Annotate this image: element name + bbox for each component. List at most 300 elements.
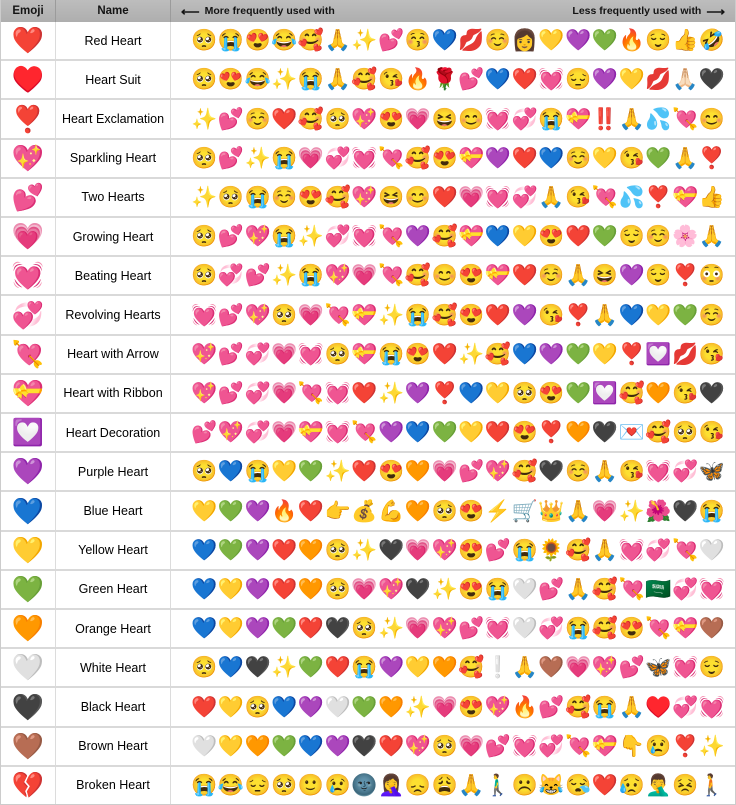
used-with-emoji: 💜: [565, 29, 592, 53]
used-with-emoji: 💙: [217, 460, 244, 484]
used-with-emoji: 👩: [511, 29, 538, 53]
used-with-emoji: 🥰: [297, 29, 325, 53]
used-with-emoji: 💙: [618, 303, 645, 327]
used-with-emoji: 💚: [351, 695, 378, 719]
used-with-emoji: 💗: [271, 342, 298, 366]
used-with-emoji: 🖤: [404, 577, 431, 601]
used-with-emoji: 💞: [244, 342, 271, 366]
used-with-emoji: ❤️: [271, 107, 298, 131]
used-with-emoji-list: [171, 649, 735, 686]
used-with-emoji: 🤣: [698, 29, 725, 53]
used-with-emoji: 💟: [591, 381, 618, 405]
used-with-emoji: 💛: [591, 342, 618, 366]
used-with-emoji-list: [171, 22, 735, 59]
used-with-emoji: 😭: [511, 538, 538, 562]
heart-emoji-icon: ❣️: [11, 103, 45, 134]
used-with-emoji: ☺️: [565, 460, 592, 484]
used-with-emoji: 💘: [351, 421, 378, 445]
heart-name-label: Heart with Arrow: [56, 336, 171, 373]
used-with-emoji: 💘: [324, 303, 351, 327]
used-with-emoji: 💗: [458, 185, 485, 209]
used-with-emoji: 😢: [324, 773, 351, 797]
used-with-emoji: 🙏: [565, 499, 592, 523]
used-with-emoji: 🧡: [244, 734, 271, 758]
used-with-emoji: 🥺: [191, 225, 218, 249]
used-with-emoji: 💛: [271, 460, 298, 484]
heart-name-label: Revolving Hearts: [56, 296, 171, 333]
used-with-emoji: 💚: [217, 499, 244, 523]
used-with-emoji: 💜: [404, 381, 431, 405]
used-with-emoji: ⚡: [484, 499, 512, 523]
used-with-emoji: 💜: [591, 68, 618, 92]
used-with-emoji: 🦋: [698, 460, 725, 484]
used-with-emoji: 😌: [645, 264, 672, 288]
used-with-emoji: 💓: [671, 656, 699, 680]
used-with-emoji: ☺️: [271, 185, 298, 209]
used-with-emoji: 🚶‍♂️: [484, 773, 512, 797]
used-with-emoji: 💙: [191, 617, 218, 641]
used-with-emoji: 🖤: [698, 68, 725, 92]
heart-emoji-icon: 💗: [11, 221, 45, 252]
used-with-emoji: 🙏: [618, 107, 645, 131]
used-with-emoji: 😍: [217, 68, 244, 92]
used-with-emoji: 💗: [565, 656, 592, 680]
used-with-emoji: 💚: [565, 342, 592, 366]
used-with-emoji: ♥️: [645, 695, 672, 719]
used-with-emoji: 🙏: [565, 577, 592, 601]
used-with-emoji: 🥰: [351, 68, 378, 92]
used-with-emoji: 💜: [511, 303, 538, 327]
used-with-emoji: 💚: [645, 146, 672, 170]
used-with-emoji: 💓: [351, 225, 378, 249]
used-with-emoji: 💙: [458, 381, 485, 405]
used-with-emoji: 🇸🇦: [645, 577, 672, 601]
used-with-emoji: 😭: [351, 656, 378, 680]
used-with-emoji: 💙: [538, 146, 565, 170]
heart-name-label: Growing Heart: [56, 218, 171, 255]
used-with-emoji: 🥺: [191, 656, 218, 680]
used-with-emoji: ❤️: [511, 146, 538, 170]
used-with-emoji: 😍: [458, 303, 485, 327]
used-with-emoji: 😍: [538, 381, 565, 405]
used-with-emoji: 💕: [217, 107, 244, 131]
used-with-emoji: 💙: [191, 577, 218, 601]
heart-emoji-icon: 🧡: [11, 613, 45, 644]
used-with-emoji: 💟: [645, 342, 672, 366]
used-with-emoji: 😩: [431, 773, 458, 797]
used-with-emoji: 😔: [244, 773, 271, 797]
used-with-emoji: 💞: [244, 381, 271, 405]
used-with-emoji: 💘: [671, 538, 699, 562]
used-with-emoji: 💘: [565, 734, 592, 758]
used-with-emoji: ☺️: [244, 107, 271, 131]
used-with-emoji: 💘: [378, 225, 405, 249]
used-with-emoji: 😭: [244, 185, 271, 209]
used-with-emoji: 💗: [404, 107, 431, 131]
used-with-emoji-list: [171, 414, 735, 451]
used-with-emoji: 💗: [297, 146, 325, 170]
used-with-emoji: 💕: [484, 538, 512, 562]
used-with-emoji: 😌: [698, 656, 725, 680]
used-with-emoji: 💞: [324, 146, 351, 170]
table-row: [1, 59, 735, 98]
used-with-emoji: 😭: [217, 29, 244, 53]
used-with-emoji: 🥰: [404, 264, 431, 288]
used-with-emoji: 🖤: [244, 656, 271, 680]
used-with-emoji: 💘: [378, 146, 405, 170]
heart-name-label: White Heart: [56, 649, 171, 686]
heart-name-label: Black Heart: [56, 688, 171, 725]
used-with-emoji: 😭: [271, 146, 298, 170]
used-with-emoji: 🥺: [191, 68, 218, 92]
used-with-emoji: ☹️: [511, 773, 538, 797]
used-with-emoji: 🛒: [511, 499, 538, 523]
used-with-emoji: 💓: [351, 146, 378, 170]
used-with-emoji: 💖: [324, 264, 351, 288]
used-with-emoji: 💕: [217, 225, 244, 249]
used-with-emoji: 🥺: [324, 538, 351, 562]
arrow-left-icon: ⟵: [181, 3, 200, 19]
used-with-emoji: 💙: [217, 656, 244, 680]
used-with-emoji: 😆: [378, 185, 405, 209]
used-with-emoji: 💜: [538, 342, 565, 366]
heart-emoji-icon: 💞: [11, 299, 45, 330]
used-with-emoji: ✨: [378, 303, 405, 327]
heart-emoji-icon: 💕: [11, 181, 45, 212]
heart-name-label: Orange Heart: [56, 610, 171, 647]
used-with-emoji: 💙: [404, 421, 431, 445]
table-header: [1, 0, 735, 22]
used-with-emoji: 😚: [404, 29, 431, 53]
used-with-emoji-list: [171, 140, 735, 177]
used-with-emoji: 🧡: [297, 538, 325, 562]
used-with-emoji: 💛: [217, 695, 244, 719]
used-with-emoji: 💚: [591, 225, 618, 249]
used-with-emoji: 😘: [618, 460, 645, 484]
used-with-emoji: 💙: [511, 342, 538, 366]
used-with-emoji: 💕: [538, 695, 565, 719]
table-row: [1, 490, 735, 529]
table-row: [1, 451, 735, 490]
used-with-emoji: 💞: [324, 225, 351, 249]
used-with-emoji: 💚: [271, 734, 298, 758]
heart-emoji-icon: 💜: [11, 456, 45, 487]
heart-emoji-icon: 💔: [11, 769, 45, 800]
heart-emoji-icon: 💟: [11, 417, 45, 448]
table-row: [1, 726, 735, 765]
used-with-emoji: ✨: [351, 538, 378, 562]
table-row: [1, 530, 735, 569]
used-with-emoji: ✨: [404, 695, 431, 719]
table-row: [1, 138, 735, 177]
used-with-emoji: 💛: [404, 656, 431, 680]
used-with-emoji: 😪: [565, 773, 592, 797]
used-with-emoji: 💛: [458, 421, 485, 445]
used-with-emoji: ☺️: [538, 264, 565, 288]
used-with-emoji: 😭: [271, 225, 298, 249]
used-with-emoji: 💝: [297, 421, 325, 445]
used-with-emoji: 🤍: [511, 617, 538, 641]
used-with-emoji: 💕: [191, 421, 218, 445]
table-row: [1, 608, 735, 647]
used-with-emoji: 👉: [324, 499, 351, 523]
used-with-emoji: 💜: [378, 421, 405, 445]
used-with-emoji: 🌹: [431, 68, 458, 92]
used-with-emoji: 💜: [244, 499, 271, 523]
used-with-emoji: 🥺: [191, 460, 218, 484]
used-with-emoji: ❣️: [618, 342, 645, 366]
used-with-emoji: 💕: [618, 656, 645, 680]
used-with-emoji: 💘: [671, 107, 699, 131]
heart-name-label: Two Hearts: [56, 179, 171, 216]
used-with-emoji: 🥰: [591, 577, 618, 601]
used-with-emoji: 💜: [244, 577, 271, 601]
used-with-emoji: ❤️: [191, 695, 218, 719]
used-with-emoji: 😔: [565, 68, 592, 92]
used-with-emoji: 😘: [618, 146, 645, 170]
used-with-emoji: 🌸: [671, 225, 699, 249]
used-with-emoji: 💓: [484, 617, 512, 641]
used-with-emoji: 🧡: [645, 381, 672, 405]
used-with-emoji: 😭: [378, 342, 405, 366]
used-with-emoji: 💖: [378, 577, 405, 601]
used-with-emoji: 💓: [511, 734, 538, 758]
used-with-emoji: 💗: [404, 617, 431, 641]
heart-emoji-icon: 💚: [11, 573, 45, 604]
used-with-emoji: 😌: [645, 29, 672, 53]
heart-name-label: Heart with Ribbon: [56, 375, 171, 412]
used-with-emoji: ❤️: [431, 342, 458, 366]
heart-emoji-icon: 💘: [11, 338, 45, 369]
used-with-emoji: ❤️: [511, 68, 538, 92]
used-with-emoji: 🥰: [484, 342, 512, 366]
used-with-emoji: 💚: [297, 656, 325, 680]
used-with-emoji: 💞: [511, 107, 538, 131]
used-with-emoji: 😭: [698, 499, 725, 523]
used-with-emoji: ❤️: [351, 381, 378, 405]
used-with-emoji: ✨: [378, 381, 405, 405]
used-with-emoji: ‼️: [591, 107, 618, 131]
used-with-emoji-list: [171, 296, 735, 333]
used-with-emoji-list: [171, 610, 735, 647]
used-with-emoji: 😍: [458, 695, 485, 719]
used-with-emoji: 🥰: [645, 421, 672, 445]
heart-emoji-icon: ♥️: [11, 64, 45, 95]
used-with-emoji: 🌻: [538, 538, 565, 562]
used-with-emoji: 💝: [671, 185, 699, 209]
used-with-emoji: 🧡: [404, 460, 431, 484]
used-with-emoji: ✨: [244, 146, 271, 170]
table-row: [1, 412, 735, 451]
less-frequently-label: Less frequently used with: [572, 5, 702, 17]
used-with-emoji: 💛: [538, 29, 565, 53]
used-with-emoji: 👑: [538, 499, 565, 523]
used-with-emoji: 🥺: [191, 146, 218, 170]
used-with-emoji: 💗: [404, 538, 431, 562]
heart-name-label: Beating Heart: [56, 257, 171, 294]
used-with-emoji: 🥺: [271, 303, 298, 327]
used-with-emoji: 💖: [431, 538, 458, 562]
used-with-emoji: 💖: [217, 421, 244, 445]
used-with-emoji: 👍: [698, 185, 725, 209]
used-with-emoji: 🧡: [431, 656, 458, 680]
used-with-emoji: 🙏: [671, 146, 699, 170]
used-with-emoji: 🥰: [565, 695, 592, 719]
heart-name-label: Heart Suit: [56, 61, 171, 98]
used-with-emoji: 💖: [244, 225, 271, 249]
used-with-emoji: 💖: [431, 617, 458, 641]
heart-emoji-icon: 💖: [11, 142, 45, 173]
used-with-emoji: 😘: [698, 342, 725, 366]
used-with-emoji: 💘: [618, 577, 645, 601]
used-with-emoji: 🙏: [458, 773, 485, 797]
used-with-emoji-list: [171, 375, 735, 412]
used-with-emoji: 😭: [538, 107, 565, 131]
used-with-emoji: 💙: [484, 225, 512, 249]
used-with-emoji: 💖: [351, 185, 378, 209]
used-with-emoji: ✨: [324, 460, 351, 484]
used-with-emoji: 🥰: [431, 225, 458, 249]
header-emoji-column: Emoji: [1, 0, 56, 22]
used-with-emoji: 🥰: [511, 460, 538, 484]
used-with-emoji: 🙏: [324, 68, 351, 92]
used-with-emoji: 💞: [671, 695, 699, 719]
used-with-emoji: 😞: [404, 773, 431, 797]
used-with-emoji: 🥰: [297, 107, 325, 131]
used-with-emoji: 💗: [297, 303, 325, 327]
used-with-emoji: 😘: [565, 185, 592, 209]
used-with-emoji: 💓: [324, 421, 351, 445]
used-with-emoji: 💖: [484, 460, 512, 484]
used-with-emoji: 💕: [538, 577, 565, 601]
used-with-emoji: 💖: [484, 695, 512, 719]
used-with-emoji: 💘: [378, 264, 405, 288]
used-with-emoji: 💗: [271, 381, 298, 405]
used-with-emoji: 🙏: [511, 656, 538, 680]
used-with-emoji: 💗: [591, 499, 618, 523]
used-with-emoji: 🥺: [191, 29, 218, 53]
used-with-emoji: 💝: [591, 734, 618, 758]
arrow-right-icon: ⟶: [706, 3, 725, 19]
used-with-emoji: 🥺: [431, 734, 458, 758]
used-with-emoji: 💓: [484, 107, 512, 131]
used-with-emoji: 😍: [511, 421, 538, 445]
used-with-emoji-list: [171, 100, 735, 137]
used-with-emoji: 🥰: [404, 146, 431, 170]
used-with-emoji: 😹: [538, 773, 565, 797]
table-row: [1, 765, 735, 804]
used-with-emoji: 😭: [404, 303, 431, 327]
used-with-emoji: ✨: [271, 264, 298, 288]
used-with-emoji: 😍: [378, 460, 405, 484]
used-with-emoji: 🔥: [618, 29, 645, 53]
used-with-emoji: 💕: [458, 68, 485, 92]
used-with-emoji: ✨: [431, 577, 458, 601]
used-with-emoji: 💕: [244, 264, 271, 288]
used-with-emoji: ✨: [191, 185, 218, 209]
used-with-emoji: ✨: [271, 656, 298, 680]
used-with-emoji: 💛: [217, 734, 244, 758]
used-with-emoji: ❤️: [297, 499, 325, 523]
used-with-emoji: ❣️: [538, 421, 565, 445]
used-with-emoji: 💛: [618, 68, 645, 92]
used-with-emoji: 🥰: [431, 303, 458, 327]
used-with-emoji: 😍: [458, 264, 485, 288]
used-with-emoji: ❣️: [565, 303, 592, 327]
used-with-emoji: 💓: [698, 695, 725, 719]
used-with-emoji: 💓: [297, 342, 325, 366]
more-frequently-group: [181, 5, 335, 18]
heart-name-label: Sparkling Heart: [56, 140, 171, 177]
used-with-emoji: 💙: [271, 695, 298, 719]
used-with-emoji: 💚: [297, 460, 325, 484]
used-with-emoji: 😆: [591, 264, 618, 288]
used-with-emoji-list: [171, 571, 735, 608]
heart-name-label: Brown Heart: [56, 728, 171, 765]
used-with-emoji: 🥺: [191, 264, 218, 288]
used-with-emoji: 😘: [538, 303, 565, 327]
used-with-emoji: 😭: [565, 617, 592, 641]
used-with-emoji: 😆: [431, 107, 458, 131]
used-with-emoji: 🌚: [351, 773, 378, 797]
used-with-emoji: 💓: [698, 577, 725, 601]
used-with-emoji: 💝: [484, 264, 512, 288]
used-with-emoji: 💛: [191, 499, 218, 523]
heart-name-label: Green Heart: [56, 571, 171, 608]
used-with-emoji: ❤️: [565, 225, 592, 249]
table-row: [1, 22, 735, 59]
used-with-emoji: 🤎: [698, 617, 725, 641]
heart-name-label: Purple Heart: [56, 453, 171, 490]
used-with-emoji: 💕: [484, 734, 512, 758]
used-with-emoji: 💗: [431, 695, 458, 719]
used-with-emoji: 💓: [618, 538, 645, 562]
header-name-column: Name: [56, 0, 171, 22]
used-with-emoji: 🥺: [351, 617, 378, 641]
used-with-emoji: 💋: [458, 29, 485, 53]
used-with-emoji: 💙: [431, 29, 458, 53]
used-with-emoji: 💰: [351, 499, 378, 523]
used-with-emoji: 🤍: [191, 734, 218, 758]
used-with-emoji: 💞: [538, 734, 565, 758]
table-row: [1, 373, 735, 412]
used-with-emoji: 💜: [404, 225, 431, 249]
used-with-emoji: 😭: [244, 460, 271, 484]
used-with-emoji: 😢: [645, 734, 672, 758]
used-with-emoji: ❤️: [324, 656, 351, 680]
heart-name-label: Broken Heart: [56, 767, 171, 804]
used-with-emoji: 💙: [191, 538, 218, 562]
used-with-emoji: ❤️: [484, 303, 512, 327]
used-with-emoji: 😣: [671, 773, 699, 797]
used-with-emoji: 💗: [431, 460, 458, 484]
used-with-emoji: 💞: [244, 421, 271, 445]
used-with-emoji: ❣️: [645, 185, 672, 209]
used-with-emoji: 🌺: [645, 499, 672, 523]
used-with-emoji-list: [171, 336, 735, 373]
used-with-emoji: 💚: [565, 381, 592, 405]
used-with-emoji: 💕: [458, 460, 485, 484]
used-with-emoji: 💋: [645, 68, 672, 92]
used-with-emoji: 🥺: [271, 773, 298, 797]
heart-name-label: Red Heart: [56, 22, 171, 59]
used-with-emoji: 😂: [244, 68, 271, 92]
used-with-emoji: 🤍: [698, 538, 725, 562]
used-with-emoji: 🙏🏻: [671, 68, 699, 92]
used-with-emoji: 😭: [484, 577, 512, 601]
heart-name-label: Blue Heart: [56, 492, 171, 529]
used-with-emoji: 💛: [511, 225, 538, 249]
